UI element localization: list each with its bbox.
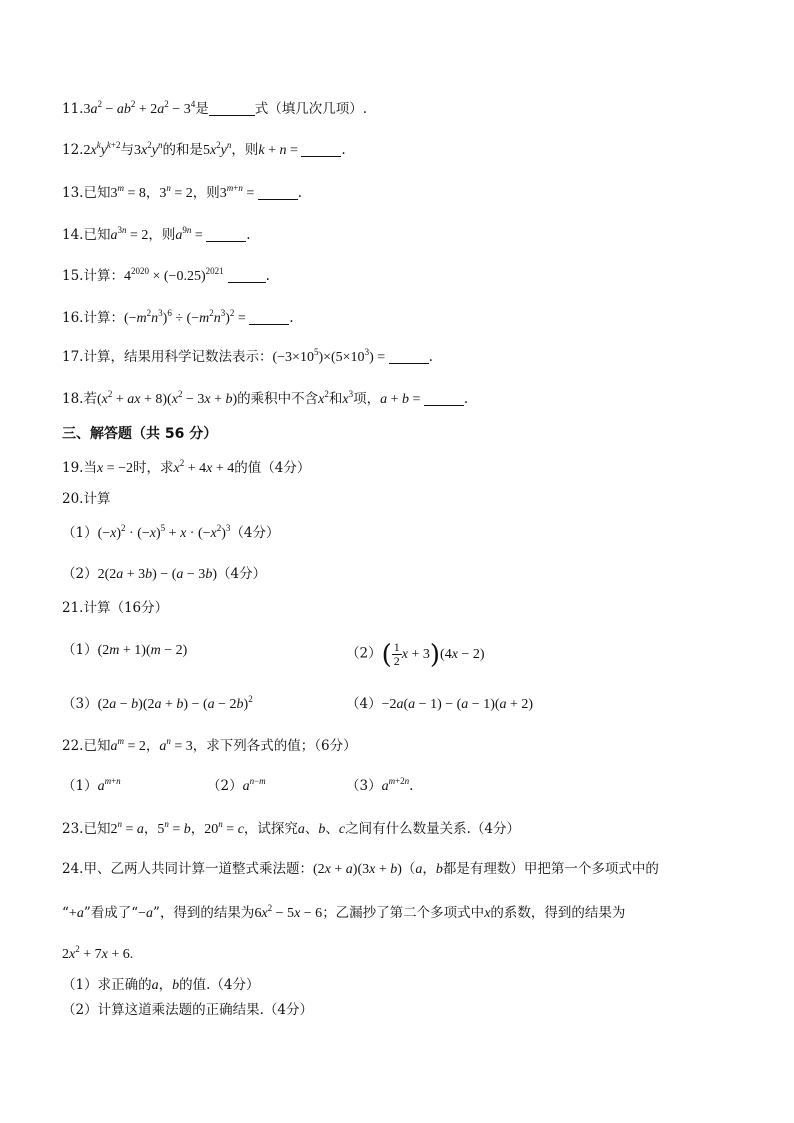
question-21-part-1: （1）(2m + 1)(m − 2)	[62, 642, 188, 658]
answer-blank[interactable]	[206, 227, 246, 242]
question-17: 17.计算，结果用科学记数法表示：$(-3\times 10^5)\times(5\times 10^3)$ = .	[62, 347, 433, 365]
question-13: 13.已知$3^m = 8$，$3^n = 2$，则$3^{m+n}$ = .	[62, 183, 303, 201]
question-24-line-1: 24.甲、乙两人共同计算一道整式乘法题：(2x + a)(3x + b)（a，b都是有理数）甲把第一个多项式中的	[62, 861, 659, 877]
answer-blank[interactable]	[424, 391, 464, 406]
question-23: 23.已知$2^n = a$，$5^n = b$，$20^n = c$，试探究a、b、c之间有什么数量关系.（4分）	[62, 819, 521, 837]
question-22-part-2: $(2)a^{n-m}$	[207, 776, 266, 794]
question-18: 18.若($x^2$ + ax + $8)(x^2 - 3x + b)$的乘积中不含$x^2$和$x^3$项，a + b = .	[62, 389, 469, 407]
answer-blank[interactable]	[258, 185, 298, 200]
question-24-line-2: “+a”看成了“−a”，得到的结果为$6x^2 - 5x - 6$；乙漏抄了第二个多项式中x的系数，得到的结果为	[62, 903, 626, 921]
answer-blank[interactable]	[389, 349, 429, 364]
question-20-part-2: （2）2(2a + 3b) − (a − 3b)（4分）	[62, 566, 267, 582]
answer-blank[interactable]	[228, 268, 266, 283]
answer-blank[interactable]	[209, 101, 255, 116]
question-24-part-1: （1）求正确的a，b的值.（4分）	[62, 977, 260, 993]
answer-blank[interactable]	[301, 142, 341, 157]
question-22: 22.已知$a^m = 2$，$a^n = 3$，求下列各式的值；（6分）	[62, 736, 357, 754]
question-21-part-4: （4）−2a(a − 1) − (a − 1)(a + 2)	[346, 696, 534, 712]
question-15: 15.计算：$4^{2020} \times (-0.25)^{2021}$ .	[62, 266, 270, 284]
question-21-title: 21.计算（16分）	[62, 600, 169, 616]
question-24-part-2: （2）计算这道乘法题的正确结果.（4分）	[62, 1002, 313, 1018]
q11-expression: $3a^2 - ab^2 + 2a^2 - 3^4$	[83, 99, 196, 117]
question-14: 14.已知$a^{3n} = 2$，则$a^{9n}$ = .	[62, 225, 251, 243]
question-22-part-1: $(1)a^{m+n}$	[62, 776, 121, 794]
question-24-line-3: $2x^2 + 7x + 6$.	[62, 944, 134, 962]
section-heading: 三、解答题（共 56 分）	[62, 426, 218, 442]
question-12: $12.2x^ky^{k+2}$与$3x^2y^n$的和是$5x^2y^n$，则k + n = .	[62, 140, 346, 158]
question-22-part-3: $(3)a^{m+2n}$.	[346, 776, 414, 794]
question-20-title: 20.计算	[62, 491, 111, 507]
question-11: $11.3a^2 - ab^2 + 2a^2 - 3^4$是 式（填几次几项）.	[62, 99, 367, 117]
question-19: 19.当x = −2时，求$x^2 + 4x + 4$的值（4分）	[62, 458, 311, 476]
question-21-part-2: （2）( $\frac{1}{2}$ x + 3)(4x − 2)	[346, 639, 485, 670]
answer-blank[interactable]	[249, 310, 289, 325]
question-20-part-1: $(1)(-x)^2 \cdot (-x)^5 + x \cdot (-x^2)^3(4$分）	[62, 523, 280, 541]
question-16: 16.计算：$(-m^2n^3)^6 \div (-m^2n^3)^2$ = .	[62, 308, 294, 326]
question-21-part-3: $(3)(2a - b)(2a + b) - (a - 2b)^2$	[62, 694, 253, 712]
